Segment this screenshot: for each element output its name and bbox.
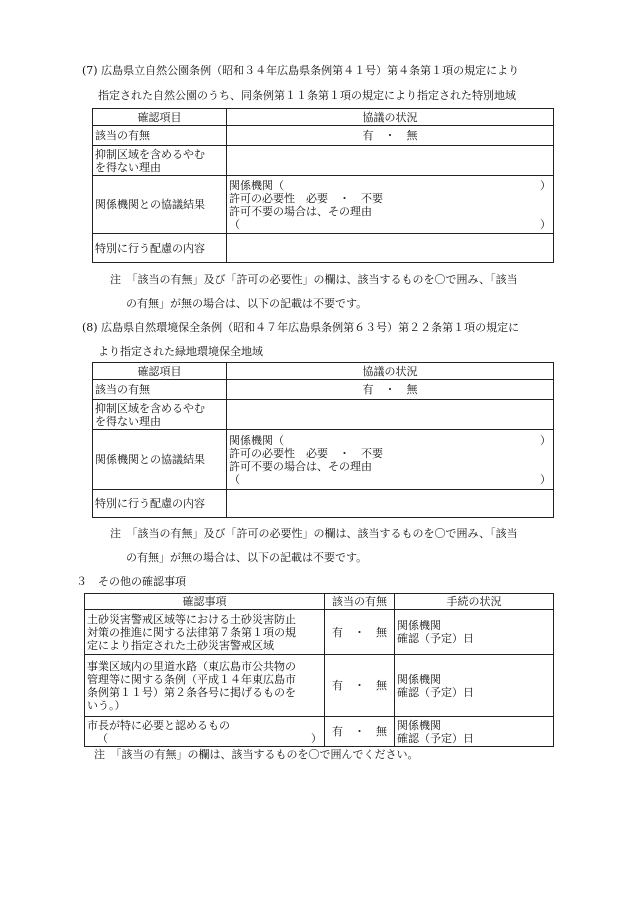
reason-line2: を得ない理由 — [95, 414, 161, 428]
col-header-item: 確認項目 — [93, 109, 227, 126]
applicable-options[interactable]: 有 ・ 無 — [325, 717, 395, 747]
col-header-item: 確認事項 — [85, 594, 325, 610]
reason-paren-open: （ — [229, 472, 240, 486]
applicable-options[interactable]: 有 ・ 無 — [227, 126, 554, 146]
agency-paren-close: ） — [540, 178, 551, 192]
table-row — [85, 655, 554, 717]
item-line: 事業区域内の里道水路（東広島市公共物の — [87, 659, 296, 673]
row-label-consult: 関係機関との協議結果 — [93, 176, 227, 234]
procedure-field[interactable] — [395, 610, 554, 655]
section7-heading-line2: 指定された自然公園のうち、同条例第１１条第１項の規定により指定された特別地域 — [98, 89, 516, 102]
item-landslide — [85, 610, 325, 655]
item-line: 対策の推進に関する法律第７条第１項の規 — [87, 625, 296, 639]
item-mayor — [85, 717, 325, 747]
section7-note-line1: 注 「該当の有無」及び「許可の必要性」の欄は、該当するものを〇で囲み、「該当 — [110, 273, 518, 286]
section8-heading-line1: (8) 広島県自然環境保全条例（昭和４７年広島県条例第６３号）第２２条第１項の規定に — [82, 321, 520, 334]
permit-reason: 許可不要の場合は、その理由 — [229, 204, 372, 218]
table-row — [85, 610, 554, 655]
item-waterway — [85, 655, 325, 717]
agency-label: 関係機関（ — [229, 178, 284, 192]
item-line: いう。） — [87, 698, 126, 712]
item-line: 土砂災害警戒区域等における土砂災害防止 — [87, 612, 296, 626]
applicable-options[interactable]: 有 ・ 無 — [325, 655, 395, 717]
item-line: 管理等に関する条例（平成１４年東広島市 — [87, 672, 296, 686]
proc-confirm: 確認（予定）日 — [397, 685, 474, 699]
section8-note-line1: 注 「該当の有無」及び「許可の必要性」の欄は、該当するものを〇で囲み、「該当 — [110, 527, 518, 540]
item-line: 条例第１１号）第２条各号に掲げるものを — [87, 685, 296, 699]
proc-agency: 関係機関 — [397, 672, 441, 686]
proc-agency: 関係機関 — [397, 718, 441, 732]
section8-heading-line2: より指定された緑地環境保全地域 — [98, 345, 263, 358]
reason-line2: を得ない理由 — [95, 160, 161, 174]
applicable-options[interactable]: 有 ・ 無 — [227, 380, 554, 400]
proc-confirm: 確認（予定）日 — [397, 731, 474, 745]
applicable-options[interactable]: 有 ・ 無 — [325, 610, 395, 655]
col-header-applicable: 該当の有無 — [325, 594, 395, 610]
row-label-special: 特別に行う配慮の内容 — [93, 490, 227, 518]
row-label-special: 特別に行う配慮の内容 — [93, 234, 227, 263]
reason-paren-open: （ — [229, 217, 240, 231]
proc-confirm: 確認（予定）日 — [397, 632, 474, 645]
procedure-field[interactable] — [395, 655, 554, 717]
proc-agency: 関係機関 — [397, 619, 441, 632]
permit-need[interactable]: 許可の必要性 必要 ・ 不要 — [229, 446, 383, 460]
section7-heading-line1: (7) 広島県立自然公園条例（昭和３４年広島県条例第４１号）第４条第１項の規定により — [82, 64, 520, 77]
section3-heading: ３ その他の確認事項 — [76, 575, 186, 588]
section7-note-line2: の有無」が無の場合は、以下の記載は不要です。 — [126, 297, 368, 310]
section3-table — [84, 593, 554, 747]
item-line: 定により指定された土砂災害警戒区域 — [87, 638, 274, 652]
special-field[interactable] — [227, 490, 554, 518]
item-line: 市長が特に必要と認めるもの — [87, 718, 230, 732]
section8-note-line2: の有無」が無の場合は、以下の記載は不要です。 — [126, 551, 368, 564]
consult-field[interactable] — [227, 176, 554, 234]
item-paren-open: （ — [97, 731, 108, 745]
procedure-field[interactable] — [395, 717, 554, 747]
row-label-reason — [93, 146, 227, 176]
item-paren-close: ） — [311, 731, 322, 745]
table-row — [85, 717, 554, 747]
col-header-procedure: 手続の状況 — [395, 594, 554, 610]
row-label-applicable: 該当の有無 — [93, 380, 227, 400]
consult-field[interactable] — [227, 430, 554, 490]
section3-note: 注 「該当の有無」の欄は、該当するものを〇で囲んでください。 — [94, 748, 419, 761]
permit-reason: 許可不要の場合は、その理由 — [229, 459, 372, 473]
special-field[interactable] — [227, 234, 554, 263]
reason-paren-close: ） — [540, 217, 551, 231]
row-label-applicable: 該当の有無 — [93, 126, 227, 146]
row-label-consult: 関係機関との協議結果 — [93, 430, 227, 490]
reason-field[interactable] — [227, 146, 554, 176]
section8-table — [92, 362, 554, 518]
reason-paren-close: ） — [540, 472, 551, 486]
reason-field[interactable] — [227, 400, 554, 430]
col-header-status: 協議の状況 — [227, 363, 554, 380]
agency-label: 関係機関（ — [229, 433, 284, 447]
reason-line1: 抑制区域を含めるやむ — [95, 401, 205, 415]
reason-line1: 抑制区域を含めるやむ — [95, 147, 205, 161]
permit-need[interactable]: 許可の必要性 必要 ・ 不要 — [229, 191, 383, 205]
row-label-reason — [93, 400, 227, 430]
section7-table — [92, 108, 554, 263]
agency-paren-close: ） — [540, 433, 551, 447]
col-header-status: 協議の状況 — [227, 109, 554, 126]
col-header-item: 確認項目 — [93, 363, 227, 380]
